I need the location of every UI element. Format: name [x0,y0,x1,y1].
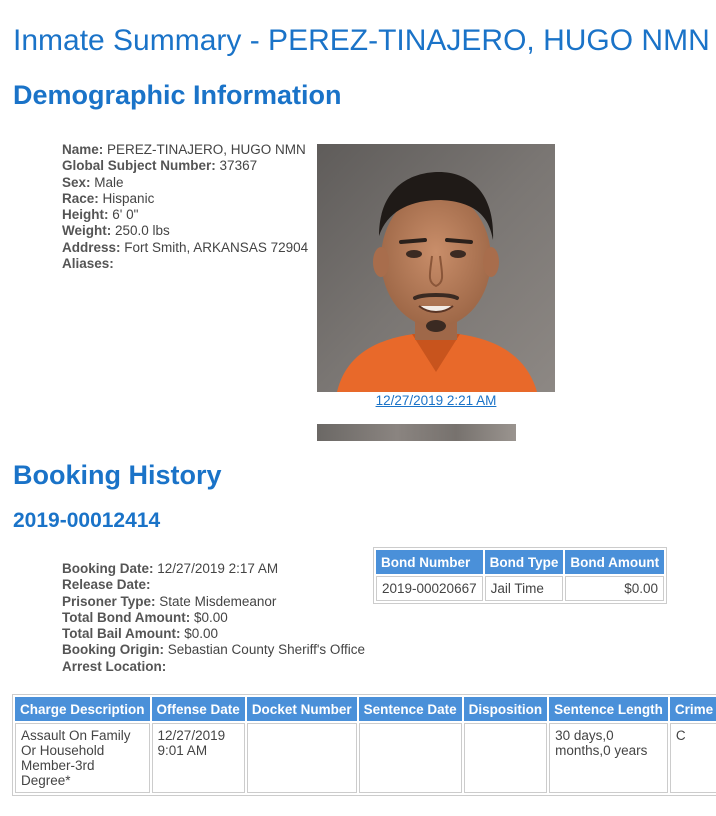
race-row [62,191,308,207]
bond-amount-cell: $0.00 [565,576,664,601]
field-label: Global Subject Number: [62,158,216,174]
arrest-location-row [62,659,365,675]
bond-table-header [376,550,664,574]
name-row [62,142,308,158]
second-photo-thumbnail[interactable] [317,424,516,441]
photo-date-link[interactable]: 12/27/2019 2:21 AM [375,393,497,408]
field-label: Total Bond Amount: [62,609,191,625]
crime-cell: C [670,723,716,793]
prisoner-type-row [62,594,365,610]
field-label: Height: [62,207,109,223]
bond-table [373,547,667,604]
field-value: Hispanic [102,190,155,206]
column-header-docket-number: Docket Number [247,697,357,721]
release-date-row [62,577,365,593]
sex-row [62,175,308,191]
booking-number-heading: 2019-00012414 [13,509,161,532]
bond-number-cell: 2019-00020667 [376,576,483,601]
field-label: Race: [62,190,99,206]
booking-info [62,561,365,675]
mugshot-photo[interactable] [317,144,555,392]
field-label: Booking Date: [62,561,154,576]
column-header-disposition: Disposition [464,697,548,721]
field-label: Name: [62,142,104,157]
booking-origin-row [62,642,365,658]
address-row [62,240,308,256]
field-value: $0.00 [184,626,219,642]
page-title: Inmate Summary - PEREZ-TINAJERO, HUGO NMN [13,24,710,57]
booking-history-heading: Booking History [13,460,222,490]
subject-number-row [62,158,308,174]
field-value: $0.00 [193,609,228,625]
aliases-row [62,256,308,272]
field-value: Male [94,174,124,190]
field-label: Release Date: [62,577,151,593]
charge-description-cell: Assault On Family Or Household Member-3rd Degree* [15,723,150,793]
table-row [15,723,716,793]
table-row [376,576,664,601]
sentence-length-cell: 30 days,0 months,0 years [549,723,668,793]
mugshot-image [317,144,555,392]
column-header-sentence-length: Sentence Length [549,697,668,721]
field-value: 6' 0" [112,207,139,223]
booking-date-row [62,561,365,577]
field-value: PEREZ-TINAJERO, HUGO NMN [107,142,306,157]
demographic-info [62,142,308,272]
total-bond-row [62,610,365,626]
sentence-date-cell [359,723,462,793]
field-label: Booking Origin: [62,642,164,658]
column-header-bond-type: Bond Type [485,550,564,574]
field-value: 250.0 lbs [115,223,170,239]
column-header-offense-date: Offense Date [152,697,245,721]
field-label: Arrest Location: [62,658,167,674]
column-header-charge-description: Charge Description [15,697,150,721]
column-header-bond-number: Bond Number [376,550,483,574]
field-value: Sebastian County Sheriff's Office [167,642,365,658]
field-label: Address: [62,239,121,255]
bond-type-cell: Jail Time [485,576,564,601]
height-row [62,207,308,223]
column-header-sentence-date: Sentence Date [359,697,462,721]
field-value: Fort Smith, ARKANSAS 72904 [124,239,309,255]
field-label: Sex: [62,174,91,190]
charge-table-header [15,697,716,721]
column-header-crime: Crime [670,697,716,721]
docket-number-cell [247,723,357,793]
demographic-heading: Demographic Information [13,80,342,110]
field-value: State Misdemeanor [159,593,277,609]
total-bail-row [62,626,365,642]
weight-row [62,223,308,239]
field-value: 12/27/2019 2:17 AM [157,561,279,576]
disposition-cell [464,723,548,793]
charge-table [12,694,716,796]
field-label: Total Bail Amount: [62,626,181,642]
column-header-bond-amount: Bond Amount [565,550,664,574]
field-label: Prisoner Type: [62,593,156,609]
field-label: Aliases: [62,256,114,272]
offense-date-cell: 12/27/2019 9:01 AM [152,723,245,793]
field-value: 37367 [219,158,258,174]
field-label: Weight: [62,223,112,239]
